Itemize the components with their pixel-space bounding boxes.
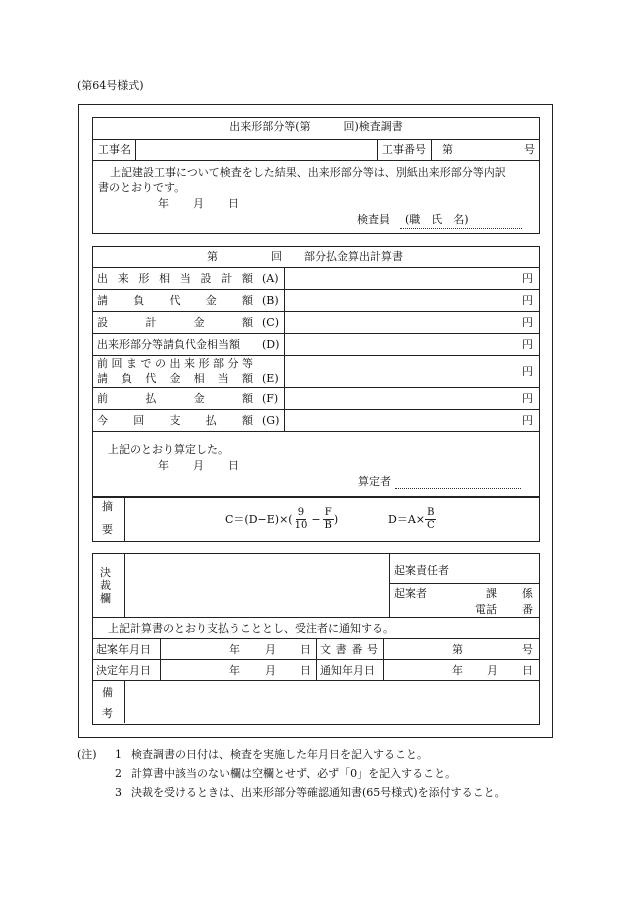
draft-date-day: 日 xyxy=(300,643,311,656)
calc-row-code-d: (D) xyxy=(262,338,280,351)
doc-number-label: 文 書 番 号 xyxy=(320,643,378,656)
staff-label: 係 xyxy=(522,587,533,600)
notice-date-day: 日 xyxy=(522,664,533,677)
remarks-label-2: 考 xyxy=(102,707,113,720)
inspection-body-line2: 書のとおりです。 xyxy=(98,181,186,194)
calc-row-code-e: (E) xyxy=(262,372,279,385)
project-name-label: 工事名 xyxy=(98,143,131,156)
frac2-den: B xyxy=(324,520,332,531)
phone-number-label: 番 xyxy=(522,603,533,616)
calc-amount-g-field[interactable] xyxy=(286,411,518,429)
calc-amount-e-field[interactable] xyxy=(286,357,518,385)
calc-row-label-c: 設 計 金 額 xyxy=(97,316,253,329)
calc-row-unit-a: 円 xyxy=(522,272,533,285)
calc-date-month: 月 xyxy=(193,459,204,472)
note-2-text: 計算書中該当のない欄は空欄とせず、必ず「0」を記入すること。 xyxy=(131,767,457,780)
calc-row-label-b: 請 負 代 金 額 xyxy=(97,294,253,307)
inspection-title: 出来形部分等(第 回)検査調書 xyxy=(229,120,403,133)
kessai-char-1: 決 xyxy=(100,566,111,579)
calc-row-label-e1: 前 回 ま で の 出 来 形 部 分 等 xyxy=(97,357,253,370)
project-number-field[interactable] xyxy=(456,141,522,158)
formula-c-frac1 xyxy=(293,508,310,531)
calc-row-label-a: 出 来 形 相 当 設 計 額 xyxy=(97,272,253,285)
calc-row-code-c: (C) xyxy=(262,316,279,329)
responsible-label: 起案責任者 xyxy=(394,564,449,577)
notes-label: (注) xyxy=(77,748,97,761)
approval-notice: 上記計算書のとおり支払うこととし、受注者に通知する。 xyxy=(108,622,394,635)
calc-header-dai: 第 xyxy=(207,250,218,263)
formula-c-prefix: C＝(D−E)×( xyxy=(225,512,293,526)
note-3-text: 決裁を受けるときは、出来形部分等確認通知書(65号様式)を添付すること。 xyxy=(131,786,506,799)
calculator-label: 算定者 xyxy=(358,475,391,488)
formula-c-suffix: ) xyxy=(333,512,339,526)
decision-date-month: 月 xyxy=(265,664,276,677)
formula-c-minus: − xyxy=(311,512,321,526)
calc-amount-f-field[interactable] xyxy=(286,389,518,407)
notice-date-year: 年 xyxy=(452,664,463,677)
decision-date-label: 決定年月日 xyxy=(96,664,151,677)
note-1-num: 1 xyxy=(115,748,122,761)
note-1-text: 検査調書の日付は、検査を実施した年月日を記入すること。 xyxy=(131,748,428,761)
draft-date-label: 起案年月日 xyxy=(96,643,151,656)
project-number-go: 号 xyxy=(524,143,535,156)
form-id: (第64号様式) xyxy=(77,79,144,92)
calc-header-title: 部分払金算出計算書 xyxy=(304,250,403,263)
calc-amount-b-field[interactable] xyxy=(286,291,518,309)
calc-row-unit-d: 円 xyxy=(522,338,533,351)
kessai-char-2: 裁 xyxy=(100,579,111,593)
decision-date-year: 年 xyxy=(229,664,240,677)
calc-row-unit-e: 円 xyxy=(522,365,533,378)
calc-amount-a-field[interactable] xyxy=(286,269,518,287)
calc-date-year: 年 xyxy=(158,459,169,472)
inspector-label: 検査員 xyxy=(357,213,390,226)
frac2-num: F xyxy=(324,507,332,518)
project-number-dai: 第 xyxy=(442,143,453,156)
kessai-char-3: 欄 xyxy=(100,592,111,606)
calc-amount-d-field[interactable] xyxy=(286,335,518,353)
kessai-field[interactable] xyxy=(126,555,387,615)
note-2-num: 2 xyxy=(115,767,122,780)
summary-label-1: 摘 xyxy=(102,500,113,513)
formula-d xyxy=(388,508,437,531)
phone-label: 電話 xyxy=(475,603,497,616)
remarks-field[interactable] xyxy=(126,682,537,722)
formula-d-frac xyxy=(425,508,437,531)
frac1-den: 10 xyxy=(294,520,308,531)
calc-row-label-e2: 請 負 代 金 相 当 額 xyxy=(97,372,253,385)
frac3-num: B xyxy=(427,507,435,518)
calc-header-kai: 回 xyxy=(271,250,282,263)
inspector-signature-line[interactable] xyxy=(400,228,522,229)
draft-date-month: 月 xyxy=(265,643,276,656)
kessai-label xyxy=(100,566,111,606)
calc-row-code-a: (A) xyxy=(262,272,279,285)
project-number-label: 工事番号 xyxy=(382,143,426,156)
frac1-num: 9 xyxy=(297,507,305,518)
project-name-field[interactable] xyxy=(137,141,375,158)
formula-c-frac2 xyxy=(323,508,334,531)
calc-row-unit-g: 円 xyxy=(522,414,533,427)
doc-number-go: 号 xyxy=(522,643,533,656)
note-3-num: 3 xyxy=(115,786,122,799)
remarks-label-1: 備 xyxy=(102,686,113,699)
calc-row-unit-c: 円 xyxy=(522,316,533,329)
inspection-date-day: 日 xyxy=(228,197,239,210)
notice-date-month: 月 xyxy=(487,664,498,677)
section-label: 課 xyxy=(486,587,497,600)
calc-amount-c-field[interactable] xyxy=(286,313,518,331)
inspector-name-hint: (職 氏 名) xyxy=(405,213,469,226)
calc-row-code-g: (G) xyxy=(262,414,280,427)
doc-number-dai: 第 xyxy=(452,643,463,656)
calc-row-unit-b: 円 xyxy=(522,294,533,307)
notice-date-label: 通知年月日 xyxy=(320,664,375,677)
calculator-signature-line[interactable] xyxy=(395,488,521,489)
calc-date-day: 日 xyxy=(228,459,239,472)
draft-date-year: 年 xyxy=(229,643,240,656)
formula-c xyxy=(225,508,338,531)
calc-row-label-d: 出来形部分等請負代金相当額 xyxy=(97,338,240,351)
decision-date-day: 日 xyxy=(300,664,311,677)
calc-row-label-f: 前 払 金 額 xyxy=(97,392,253,405)
calc-row-unit-f: 円 xyxy=(522,392,533,405)
frac3-den: C xyxy=(426,520,435,531)
summary-label-2: 要 xyxy=(102,523,113,536)
formula-d-prefix: D＝A× xyxy=(388,512,425,526)
inspection-body-line1: 上記建設工事について検査をした結果、出来形部分等は、別紙出来形部分等内訳 xyxy=(110,166,506,179)
calc-statement: 上記のとおり算定した。 xyxy=(108,443,229,456)
inspection-date-month: 月 xyxy=(193,197,204,210)
inspection-date-year: 年 xyxy=(158,197,169,210)
calc-row-label-g: 今 回 支 払 額 xyxy=(97,414,253,427)
calc-row-code-f: (F) xyxy=(262,392,279,405)
calc-row-code-b: (B) xyxy=(262,294,279,307)
drafter-label: 起案者 xyxy=(394,587,427,600)
